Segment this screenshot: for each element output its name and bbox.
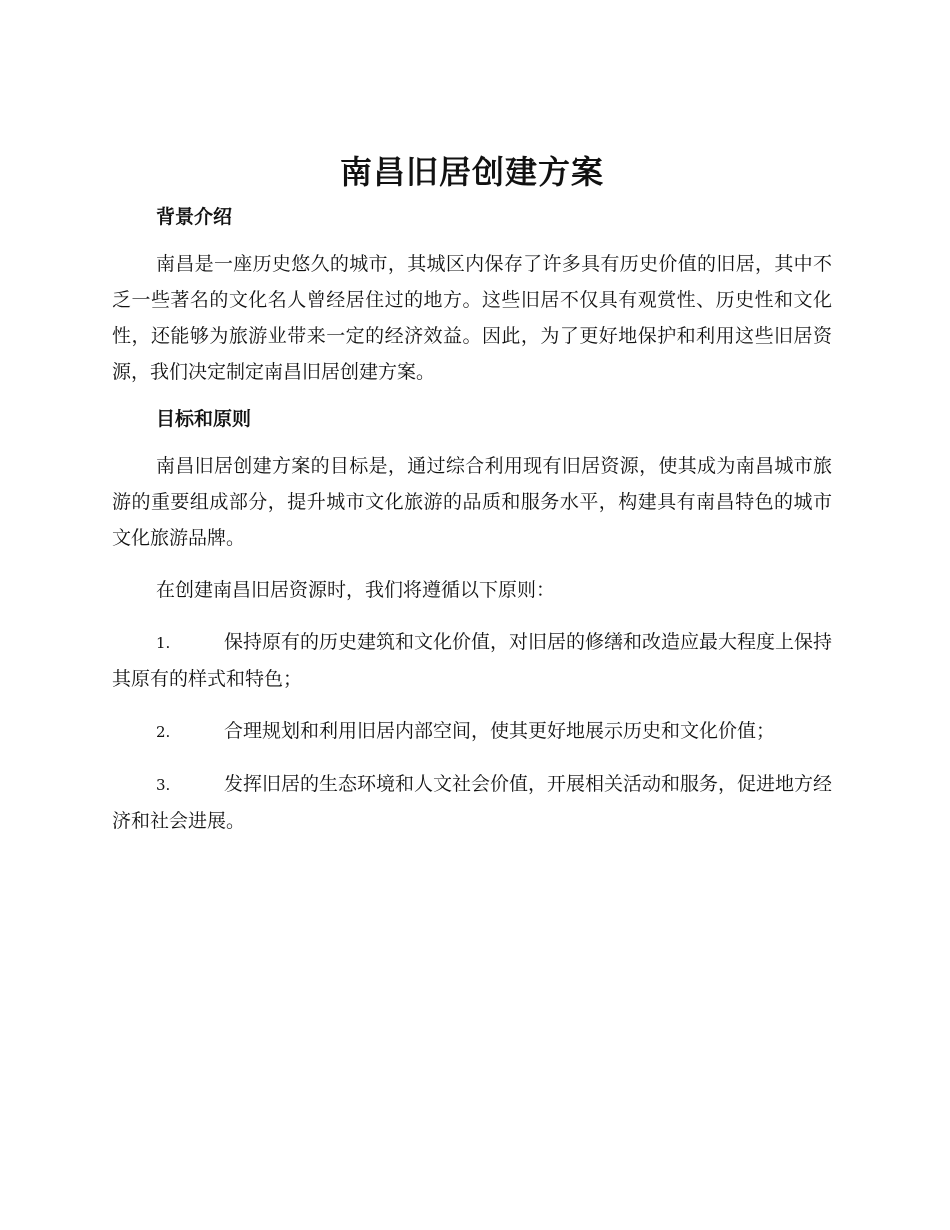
- list-item-text: 合理规划和利用旧居内部空间，使其更好地展示历史和文化价值；: [224, 720, 776, 742]
- principle-list-item: [112, 624, 832, 697]
- document-title: 南昌旧居创建方案: [339, 153, 604, 191]
- list-item-text: 发挥旧居的生态环境和人文社会价值，开展相关活动和服务，促进地方经济和社会进展。: [112, 773, 833, 832]
- principle-list-item: [112, 713, 832, 750]
- list-number: 3.: [156, 776, 171, 794]
- list-number: 2.: [156, 723, 171, 741]
- background-paragraph: 南昌是一座历史悠久的城市，其城区内保存了许多具有历史价值的旧居，其中不乏一些著名的文化名人曾经居住过的地方。这些旧居不仅具有观赏性、历史性和文化性，还能够为旅游业带来一定的经济效益。因此，为了更好地保护和利用这些旧居资源，我们决定制定南昌旧居创建方案。: [112, 253, 832, 383]
- section-heading-background: 背景介绍: [156, 206, 233, 228]
- goals-paragraph: 南昌旧居创建方案的目标是，通过综合利用现有旧居资源，使其成为南昌城市旅游的重要组成部分，提升城市文化旅游的品质和服务水平，构建具有南昌特色的城市文化旅游品牌。: [112, 455, 832, 549]
- section-heading-goals: 目标和原则: [156, 408, 252, 430]
- principle-list-item: [112, 766, 832, 839]
- principles-intro-paragraph: 在创建南昌旧居资源时，我们将遵循以下原则：: [156, 579, 556, 601]
- list-number: 1.: [156, 634, 171, 652]
- list-item-text: 保持原有的历史建筑和文化价值，对旧居的修缮和改造应最大程度上保持其原有的样式和特色；: [112, 631, 833, 690]
- document-content: [112, 150, 832, 855]
